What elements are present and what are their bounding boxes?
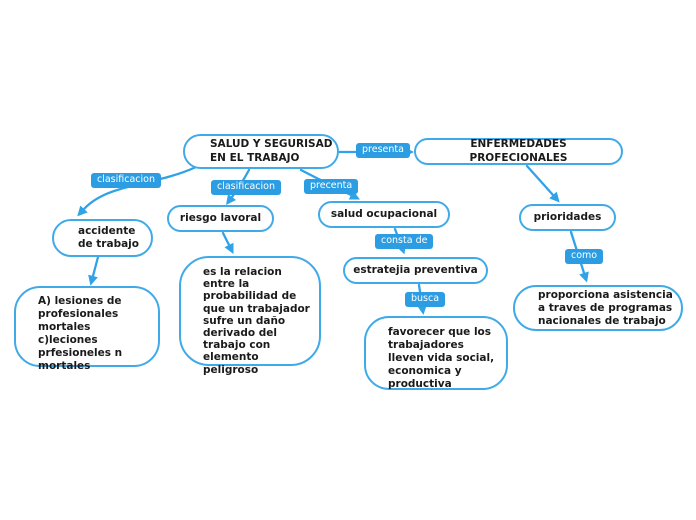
node-accidente-de-trabajo-text: accidente de trabajo (78, 224, 139, 250)
node-enfermedades-profesionales[interactable] (414, 138, 623, 165)
edge-label-como[interactable]: como (565, 249, 603, 264)
node-enfermedades-profesionales-text: ENFERMEDADES PROFECIONALES (469, 138, 568, 164)
edge-label-presenta[interactable]: presenta (356, 143, 410, 158)
node-salud-y-seguridad-text: SALUD Y SEGURISAD EN EL TRABAJO (210, 138, 333, 164)
node-riesgo-laboral[interactable] (167, 205, 274, 232)
node-favorecer-trabajadores[interactable] (364, 316, 508, 390)
connector-riesgo-relacion (223, 233, 229, 245)
node-prioridades[interactable] (519, 204, 616, 231)
node-favorecer-trabajadores-text: favorecer que los trabajadores lleven vida social, economica y productiva (388, 326, 495, 390)
node-proporciona-asistencia-text: proporciona asistencia a traves de programas nacionales de trabajo (538, 288, 673, 327)
connector-enfermedades-prioridades (527, 166, 553, 195)
edge-label-busca[interactable]: busca (405, 292, 445, 307)
node-prioridades-text: prioridades (533, 210, 602, 223)
edge-label-consta-de[interactable]: consta de (375, 234, 433, 249)
edge-label-clasificacion-left[interactable]: clasificacion (91, 173, 161, 188)
node-lesiones[interactable] (14, 286, 160, 372)
node-salud-y-seguridad[interactable] (183, 134, 339, 169)
node-proporciona-asistencia[interactable] (513, 285, 683, 331)
node-estrategia-preventiva-text: estratejia preventiva (353, 263, 478, 276)
edge-label-clasificacion-mid[interactable]: clasificacion (211, 180, 281, 195)
node-lesiones-text: A) lesiones de profesionales mortales c)leciones prfesioneles n mortales (38, 295, 123, 372)
node-relacion-probabilidad[interactable] (179, 256, 321, 376)
node-accidente-de-trabajo[interactable] (52, 219, 153, 257)
node-riesgo-laboral-text: riesgo lavoral (179, 211, 262, 224)
node-salud-ocupacional-text: salud ocupacional (330, 207, 438, 220)
node-salud-ocupacional[interactable] (318, 201, 450, 228)
node-estrategia-preventiva[interactable] (343, 257, 488, 284)
node-relacion-probabilidad-text: es la relacion entre la probabilidad de que un trabajador sufre un daño derivado del trabajo con elemento peligroso (203, 266, 310, 376)
edge-label-precenta[interactable]: precenta (304, 179, 358, 194)
connector-accidente-lesiones (93, 257, 98, 276)
